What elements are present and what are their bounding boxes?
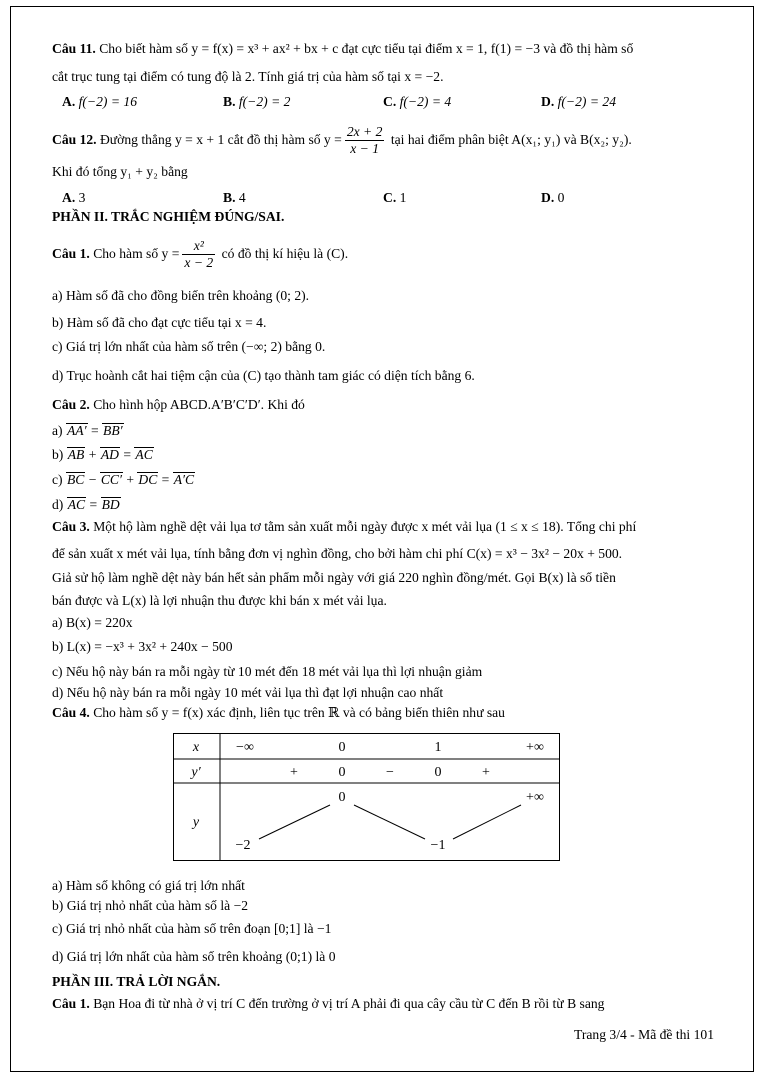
table-x-value: −∞ [236, 740, 254, 755]
table-y-value: +∞ [526, 790, 544, 805]
table-sign: 0 [434, 765, 442, 780]
table-sign: 0 [338, 765, 346, 780]
p2q3-a: a) B(x) = 220x [52, 615, 133, 630]
p2q4-b: b) Giá trị nhỏ nhất của hàm số là −2 [52, 898, 249, 913]
page-footer: Trang 3/4 - Mã đề thi 101 [574, 1027, 714, 1042]
p3q1-label: Câu 1. [52, 996, 90, 1011]
q12-fraction: $\frac{2x + 2}{x - 1}$ [346, 124, 383, 157]
table-arrow-up-2 [453, 805, 521, 839]
p2q4-c: c) Giá trị nhỏ nhất của hàm số trên đoạn [0;1] là −1 [52, 921, 332, 936]
q11-option-a: A. f(−2) = 16 [62, 94, 137, 109]
p2q3-line2: để sản xuất x mét vải lụa, tính bằng đơn vị nghìn đồng, cho bởi hàm chi phí C(x) = x³ − 3x² − 20x + 500. [52, 546, 623, 561]
p2q4-a: a) Hàm số không có giá trị lớn nhất [52, 878, 245, 893]
q12-line2: Khi đó tổng y₁ + y₂ bằng [52, 164, 188, 179]
p2q4-label: Câu 4. [52, 705, 90, 720]
p2q1-line1 [52, 236, 718, 272]
part2-title: PHẦN II. TRẮC NGHIỆM ĐÚNG/SAI. [52, 209, 285, 224]
p2q3-d: d) Nếu hộ này bán ra mỗi ngày 10 mét vải lụa thì đạt lợi nhuận cao nhất [52, 685, 444, 700]
q12-pre: Đường thẳng y = x + 1 cắt đồ thị hàm số y = [99, 132, 342, 147]
table-sign: + [482, 765, 490, 780]
table-x-value: +∞ [526, 740, 544, 755]
q12-label: Câu 12. [52, 132, 97, 147]
q11-line1 [52, 40, 718, 58]
p2q1-d: d) Trục hoành cắt hai tiệm cận của (C) tạo thành tam giác có diện tích bằng 6. [52, 368, 475, 383]
p2q3-b: b) L(x) = −x³ + 3x² + 240x − 500 [52, 639, 233, 654]
p2q2-d: d) AC = BD [52, 497, 120, 512]
p2q3-line4: bán được và L(x) là lợi nhuận thu được khi bán x mét vải lụa. [52, 593, 387, 608]
table-y-value: −2 [235, 838, 251, 853]
q11-option-c: C. f(−2) = 4 [383, 94, 452, 109]
q12-option-a: A. 3 [62, 190, 86, 205]
p2q4-line: Câu 4. Cho hàm số y = f(x) xác định, liên tục trên ℝ và có bảng biến thiên như sau [52, 705, 505, 720]
q12-option-c: C. 1 [383, 190, 407, 205]
p2q2-label: Câu 2. [52, 397, 90, 412]
p2q2-line [52, 396, 718, 414]
p2q1-c: c) Giá trị lớn nhất của hàm số trên (−∞; 2) bằng 0. [52, 339, 326, 354]
table-x-value: 1 [434, 740, 442, 755]
p2q2-text: Cho hình hộp ABCD.A′B′C′D′. Khi đó [93, 397, 305, 412]
table-y-value: −1 [430, 838, 446, 853]
table-sign: + [290, 765, 298, 780]
table-arrow-down [354, 805, 425, 839]
q12-post: tại hai điểm phân biệt A(x₁; y₁) và B(x₂; y₂). [390, 132, 632, 147]
p2q4-d: d) Giá trị lớn nhất của hàm số trên khoảng (0;1) là 0 [52, 949, 336, 964]
part3-title: PHẦN III. TRẢ LỜI NGẮN. [52, 974, 221, 989]
q12-option-b: B. 4 [223, 190, 246, 205]
p2q3-c: c) Nếu hộ này bán ra mỗi ngày từ 10 mét đến 18 mét vải lụa thì lợi nhuận giảm [52, 664, 483, 679]
p2q1-pre: Cho hàm số y = [93, 246, 180, 261]
p2q1-a: a) Hàm số đã cho đồng biến trên khoảng (0; 2). [52, 288, 310, 303]
q12-line1 [52, 122, 718, 158]
p2q1-fraction: $\frac{\text{x²}}{x - 2}$ [184, 238, 214, 271]
table-y-value: 0 [338, 790, 346, 805]
p2q2-c: c) BC − CC′ + DC = A′C [52, 472, 195, 487]
variation-table [173, 733, 560, 861]
table-x-value: 0 [338, 740, 346, 755]
table-x-label: x [192, 740, 200, 755]
q11-text-1: Cho biết hàm số y = f(x) = x³ + ax² + bx + c đạt cực tiểu tại điểm x = 1, f(1) = −3 và đồ thị hàm số [99, 41, 634, 56]
p2q3-label: Câu 3. [52, 519, 90, 534]
p2q3-line3: Giả sử hộ làm nghề dệt này bán hết sản phẩm mỗi ngày với giá 220 nghìn đồng/mét. Gọi B(x) là số tiền [52, 570, 616, 585]
p2q3-line1: Câu 3. Một hộ làm nghề dệt vải lụa tơ tằm sản xuất mỗi ngày được x mét vải lụa (1 ≤ x ≤ 18). Tổng chi phí [52, 519, 637, 534]
table-frame [174, 734, 560, 861]
table-y-label: y [192, 815, 200, 830]
table-yprime-label: y′ [191, 765, 201, 780]
q11-line2: cắt trục tung tại điểm có tung độ là 2. Tính giá trị của hàm số tại x = −2. [52, 69, 444, 84]
q12-option-d: D. 0 [541, 190, 565, 205]
q11-label: Câu 11. [52, 41, 96, 56]
p2q2-b: b) AB + AD = AC [52, 447, 153, 462]
q11-option-d: D. f(−2) = 24 [541, 94, 616, 109]
q11-option-b: B. f(−2) = 2 [223, 94, 291, 109]
p2q1-label: Câu 1. [52, 246, 90, 261]
p2q1-post: có đồ thị kí hiệu là (C). [221, 246, 349, 261]
p3q1-line: Câu 1. Bạn Hoa đi từ nhà ở vị trí C đến trường ở vị trí A phải đi qua cây cầu từ C đến B rồi từ B sang [52, 996, 605, 1011]
p2q1-b: b) Hàm số đã cho đạt cực tiểu tại x = 4. [52, 315, 267, 330]
p2q2-a: a) AA′ = BB′ [52, 423, 123, 438]
table-sign: − [386, 765, 394, 780]
table-arrow-up-1 [259, 805, 330, 839]
